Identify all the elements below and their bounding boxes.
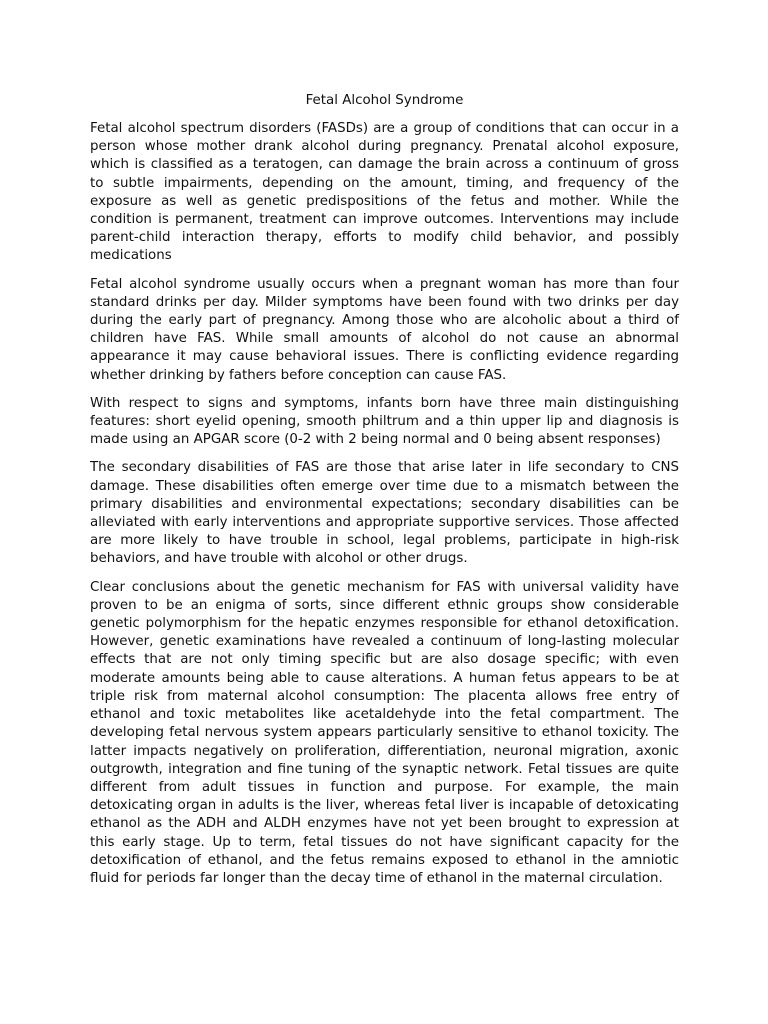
document-title: Fetal Alcohol Syndrome [305,93,464,108]
paragraph-fas-causes: Fetal alcohol syndrome usually occurs when a pregnant woman has more than four standard drinks per day. Milder symptoms have been found with two drinks per day during the early part of pregnancy. Among those who are alcoholic about a third of children have FAS. While small amounts of alcohol do not cause an abnormal appearance it may cause behavioral issues. There is conflicting evidence regarding whether drinking by fathers before conception can cause FAS. [90,276,679,383]
paragraph-signs-symptoms: With respect to signs and symptoms, infants born have three main distinguishing features: short eyelid opening, smooth philtrum and a thin upper lip and diagnosis is made using an APGAR score (0-2 with 2 being normal and 0 being absent responses) [90,395,679,448]
paragraph-secondary-disabilities: The secondary disabilities of FAS are those that arise later in life secondary to CNS damage. These disabilities often emerge over time due to a mismatch between the primary disabilities and environmental expectations; secondary disabilities can be alleviated with early interventions and appropriate supportive services. Those affected are more likely to have trouble in school, legal problems, participate in high-risk behaviors, and have trouble with alcohol or other drugs. [90,460,679,567]
paragraph-genetic-mechanism: Clear conclusions about the genetic mechanism for FAS with universal validity have proven to be an enigma of sorts, since different ethnic groups show considerable genetic polymorphism for the hepatic enzymes responsible for ethanol detoxification. However, genetic examinations have revealed a continuum of long-lasting molecular effects that are not only timing specific but are also dosage specific; with even moderate amounts being able to cause alterations. A human fetus appears to be at triple risk from maternal alcohol consumption: The placenta allows free entry of ethanol and toxic metabolites like acetaldehyde into the fetal compartment. The developing fetal nervous system appears particularly sensitive to ethanol toxicity. The latter impacts negatively on proliferation, differentiation, neuronal migration, axonic outgrowth, integration and fine tuning of the synaptic network. Fetal tissues are quite different from adult tissues in function and purpose. For example, the main detoxicating organ in adults is the liver, whereas fetal liver is incapable of detoxicating ethanol as the ADH and ALDH enzymes have not yet been brought to expression at this early stage. Up to term, fetal tissues do not have significant capacity for the detoxification of ethanol, and the fetus remains exposed to ethanol in the amniotic fluid for periods far longer than the decay time of ethanol in the maternal circulation. [90,579,679,886]
paragraph-fasd-overview: Fetal alcohol spectrum disorders (FASDs) are a group of conditions that can occur in a person whose mother drank alcohol during pregnancy. Prenatal alcohol exposure, which is classified as a teratogen, can damage the brain across a continuum of gross to subtle impairments, depending on the amount, timing, and frequency of the exposure as well as genetic predispositions of the fetus and mother. While the condition is permanent, treatment can improve outcomes. Interventions may include parent-child interaction therapy, efforts to modify child behavior, and possibly medications [90,121,679,264]
